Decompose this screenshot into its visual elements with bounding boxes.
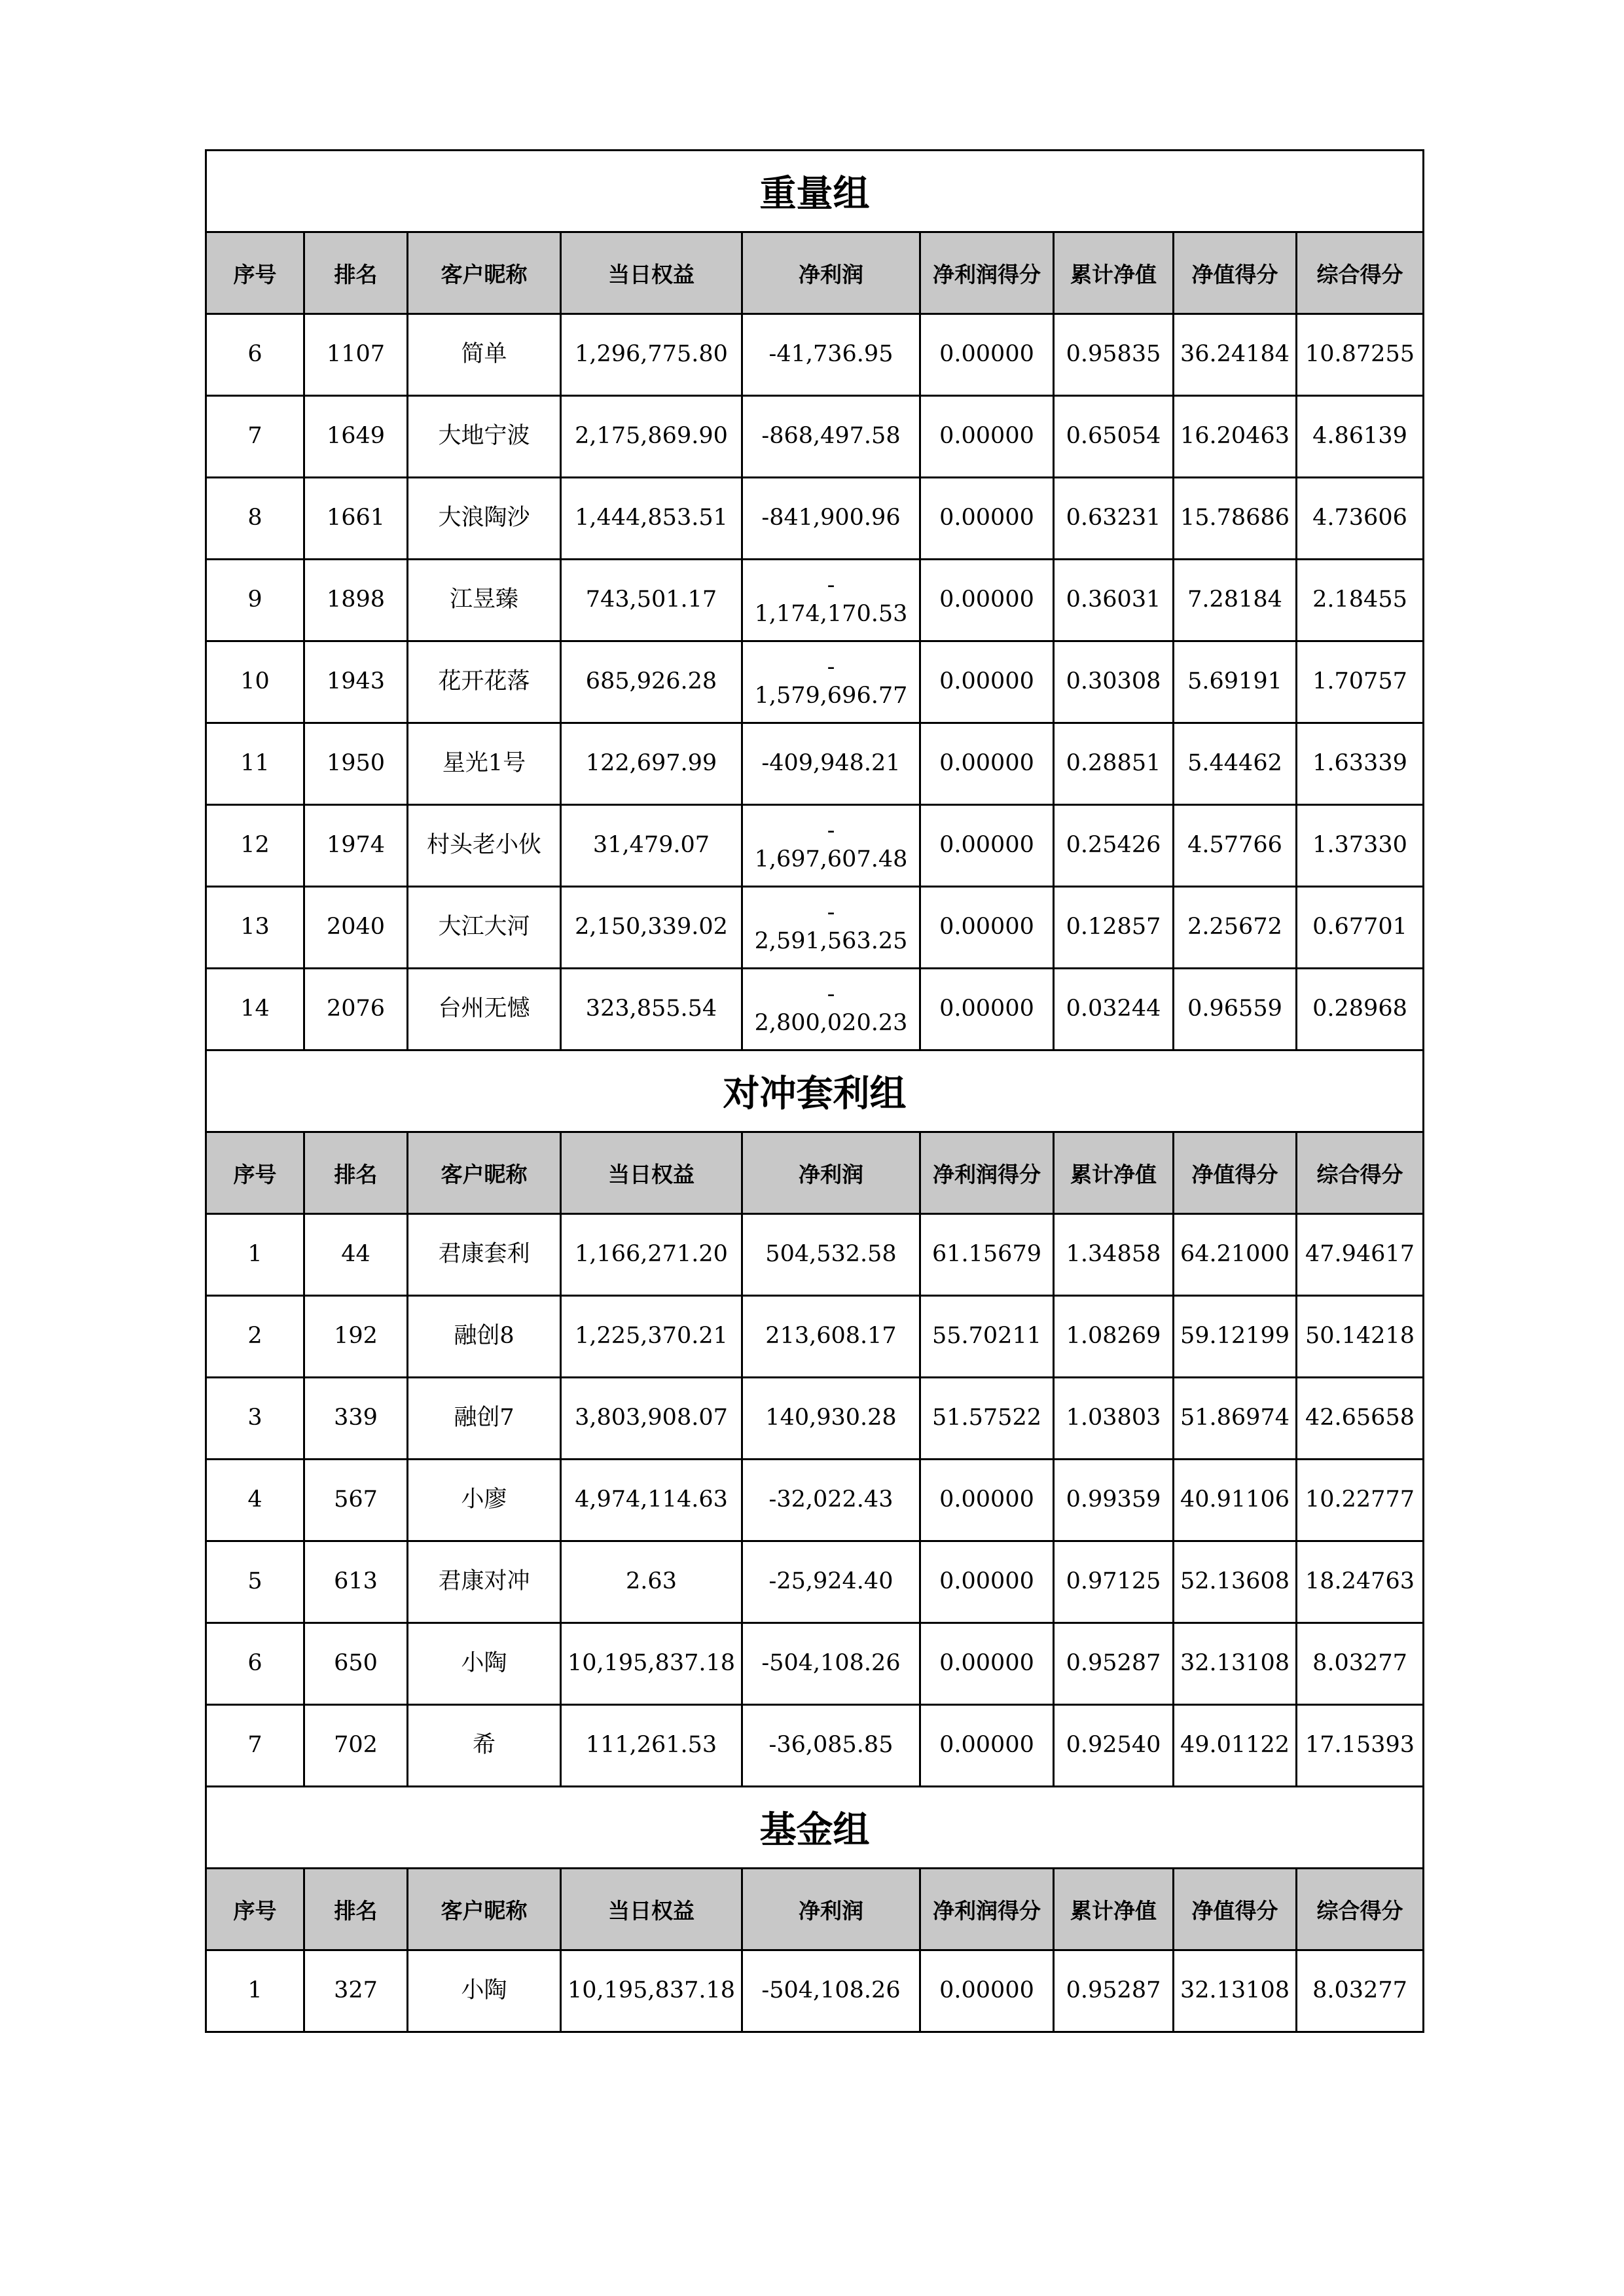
table-row xyxy=(206,1541,1424,1623)
table-cell: 0.00000 xyxy=(920,1460,1054,1541)
table-cell: 1649 xyxy=(304,396,408,478)
table-cell: 1,444,853.51 xyxy=(561,478,742,560)
section-title-row xyxy=(206,1050,1424,1132)
column-header: 排名 xyxy=(304,1132,408,1214)
table-cell: 0.67701 xyxy=(1297,887,1424,969)
table-cell: 1974 xyxy=(304,805,408,887)
table-cell: 10.22777 xyxy=(1297,1460,1424,1541)
column-header: 客户昵称 xyxy=(408,1132,561,1214)
table-cell: 0.00000 xyxy=(920,1541,1054,1623)
table-row xyxy=(206,1705,1424,1787)
table-cell: 0.00000 xyxy=(920,723,1054,805)
column-header: 累计净值 xyxy=(1054,1132,1174,1214)
table-cell: -409,948.21 xyxy=(742,723,920,805)
column-header: 净利润 xyxy=(742,1869,920,1950)
table-cell: 1107 xyxy=(304,314,408,396)
table-cell: 小陶 xyxy=(408,1623,561,1705)
table-cell: 140,930.28 xyxy=(742,1378,920,1460)
column-header-row xyxy=(206,1869,1424,1950)
table-cell: -841,900.96 xyxy=(742,478,920,560)
table-cell: 12 xyxy=(206,805,304,887)
table-cell: 2 xyxy=(206,1296,304,1378)
table-row xyxy=(206,1296,1424,1378)
table-cell: 1.37330 xyxy=(1297,805,1424,887)
table-cell: 0.96559 xyxy=(1174,969,1297,1050)
table-cell: 52.13608 xyxy=(1174,1541,1297,1623)
table-cell: 融创7 xyxy=(408,1378,561,1460)
table-cell: - 2,591,563.25 xyxy=(742,887,920,969)
table-cell: 339 xyxy=(304,1378,408,1460)
table-cell: 192 xyxy=(304,1296,408,1378)
column-header: 净利润 xyxy=(742,1132,920,1214)
table-cell: -41,736.95 xyxy=(742,314,920,396)
table-cell: 0.30308 xyxy=(1054,641,1174,723)
table-cell: 0.97125 xyxy=(1054,1541,1174,1623)
table-cell: -504,108.26 xyxy=(742,1950,920,2032)
column-header: 净利润得分 xyxy=(920,232,1054,314)
table-cell: 0.28851 xyxy=(1054,723,1174,805)
section-title: 对冲套利组 xyxy=(206,1050,1424,1132)
table-cell: 2.18455 xyxy=(1297,560,1424,641)
table-row xyxy=(206,887,1424,969)
table-cell: 44 xyxy=(304,1214,408,1296)
table-cell: 村头老小伙 xyxy=(408,805,561,887)
table-cell: 32.13108 xyxy=(1174,1950,1297,2032)
table-row xyxy=(206,560,1424,641)
section-title: 重量组 xyxy=(206,151,1424,232)
column-header: 综合得分 xyxy=(1297,1869,1424,1950)
table-cell: 1.03803 xyxy=(1054,1378,1174,1460)
table-cell: 0.00000 xyxy=(920,1705,1054,1787)
table-cell: 40.91106 xyxy=(1174,1460,1297,1541)
table-cell: 213,608.17 xyxy=(742,1296,920,1378)
table-cell: 122,697.99 xyxy=(561,723,742,805)
table-cell: 7 xyxy=(206,396,304,478)
table-cell: 59.12199 xyxy=(1174,1296,1297,1378)
table-cell: 花开花落 xyxy=(408,641,561,723)
table-cell: 希 xyxy=(408,1705,561,1787)
table-cell: 0.25426 xyxy=(1054,805,1174,887)
table-cell: 1898 xyxy=(304,560,408,641)
table-cell: 大江大河 xyxy=(408,887,561,969)
ranking-table xyxy=(205,149,1424,2033)
column-header: 净值得分 xyxy=(1174,232,1297,314)
table-cell: 0.95835 xyxy=(1054,314,1174,396)
column-header: 当日权益 xyxy=(561,1132,742,1214)
table-cell: 504,532.58 xyxy=(742,1214,920,1296)
table-cell: 1950 xyxy=(304,723,408,805)
table-cell: 1 xyxy=(206,1214,304,1296)
table-cell: 6 xyxy=(206,1623,304,1705)
table-cell: 5.44462 xyxy=(1174,723,1297,805)
table-cell: 1.08269 xyxy=(1054,1296,1174,1378)
table-cell: 327 xyxy=(304,1950,408,2032)
table-cell: 36.24184 xyxy=(1174,314,1297,396)
table-cell: 1.34858 xyxy=(1054,1214,1174,1296)
table-cell: 3 xyxy=(206,1378,304,1460)
ranking-document xyxy=(205,149,1422,2033)
table-cell: 0.95287 xyxy=(1054,1950,1174,2032)
table-cell: 融创8 xyxy=(408,1296,561,1378)
column-header: 综合得分 xyxy=(1297,232,1424,314)
table-cell: 0.12857 xyxy=(1054,887,1174,969)
table-cell: 大浪陶沙 xyxy=(408,478,561,560)
table-cell: -868,497.58 xyxy=(742,396,920,478)
table-cell: 0.00000 xyxy=(920,805,1054,887)
column-header: 序号 xyxy=(206,1132,304,1214)
column-header: 净值得分 xyxy=(1174,1132,1297,1214)
table-cell: 32.13108 xyxy=(1174,1623,1297,1705)
table-cell: 10,195,837.18 xyxy=(561,1623,742,1705)
table-cell: 47.94617 xyxy=(1297,1214,1424,1296)
table-cell: 567 xyxy=(304,1460,408,1541)
column-header-row xyxy=(206,232,1424,314)
table-cell: 0.00000 xyxy=(920,1623,1054,1705)
table-cell: 0.00000 xyxy=(920,1950,1054,2032)
table-cell: 1,296,775.80 xyxy=(561,314,742,396)
table-row xyxy=(206,969,1424,1050)
column-header: 净利润得分 xyxy=(920,1869,1054,1950)
table-cell: 2.63 xyxy=(561,1541,742,1623)
table-cell: - 1,697,607.48 xyxy=(742,805,920,887)
table-cell: 10.87255 xyxy=(1297,314,1424,396)
table-cell: - 2,800,020.23 xyxy=(742,969,920,1050)
table-cell: 14 xyxy=(206,969,304,1050)
table-cell: - 1,174,170.53 xyxy=(742,560,920,641)
table-row xyxy=(206,1214,1424,1296)
table-cell: 4.86139 xyxy=(1297,396,1424,478)
table-cell: 0.95287 xyxy=(1054,1623,1174,1705)
table-cell: 2076 xyxy=(304,969,408,1050)
column-header: 净值得分 xyxy=(1174,1869,1297,1950)
table-cell: 0.28968 xyxy=(1297,969,1424,1050)
table-cell: -25,924.40 xyxy=(742,1541,920,1623)
table-cell: 61.15679 xyxy=(920,1214,1054,1296)
table-cell: 0.00000 xyxy=(920,478,1054,560)
table-cell: 0.00000 xyxy=(920,396,1054,478)
table-cell: 64.21000 xyxy=(1174,1214,1297,1296)
table-cell: 星光1号 xyxy=(408,723,561,805)
table-cell: 51.57522 xyxy=(920,1378,1054,1460)
table-row xyxy=(206,314,1424,396)
column-header: 序号 xyxy=(206,1869,304,1950)
table-cell: -36,085.85 xyxy=(742,1705,920,1787)
table-cell: 3,803,908.07 xyxy=(561,1378,742,1460)
table-cell: 7 xyxy=(206,1705,304,1787)
table-cell: 50.14218 xyxy=(1297,1296,1424,1378)
table-cell: 10 xyxy=(206,641,304,723)
table-cell: 4.57766 xyxy=(1174,805,1297,887)
table-row xyxy=(206,1623,1424,1705)
table-cell: 江昱臻 xyxy=(408,560,561,641)
table-cell: 6 xyxy=(206,314,304,396)
table-cell: 0.00000 xyxy=(920,887,1054,969)
table-cell: 0.65054 xyxy=(1054,396,1174,478)
table-cell: 613 xyxy=(304,1541,408,1623)
table-cell: 0.36031 xyxy=(1054,560,1174,641)
table-cell: -504,108.26 xyxy=(742,1623,920,1705)
table-cell: 10,195,837.18 xyxy=(561,1950,742,2032)
table-cell: 13 xyxy=(206,887,304,969)
table-cell: 18.24763 xyxy=(1297,1541,1424,1623)
table-cell: - 1,579,696.77 xyxy=(742,641,920,723)
table-cell: 0.00000 xyxy=(920,969,1054,1050)
table-cell: 11 xyxy=(206,723,304,805)
table-cell: 1.70757 xyxy=(1297,641,1424,723)
table-cell: 0.03244 xyxy=(1054,969,1174,1050)
table-cell: 2.25672 xyxy=(1174,887,1297,969)
table-cell: 55.70211 xyxy=(920,1296,1054,1378)
table-row xyxy=(206,1378,1424,1460)
column-header: 当日权益 xyxy=(561,232,742,314)
table-cell: 1,166,271.20 xyxy=(561,1214,742,1296)
section-title-row xyxy=(206,1787,1424,1869)
section-title-row xyxy=(206,151,1424,232)
table-cell: 小廖 xyxy=(408,1460,561,1541)
table-row xyxy=(206,641,1424,723)
table-cell: 1,225,370.21 xyxy=(561,1296,742,1378)
column-header: 排名 xyxy=(304,232,408,314)
table-cell: -32,022.43 xyxy=(742,1460,920,1541)
table-cell: 小陶 xyxy=(408,1950,561,2032)
table-row xyxy=(206,723,1424,805)
table-cell: 5.69191 xyxy=(1174,641,1297,723)
column-header: 净利润 xyxy=(742,232,920,314)
column-header: 净利润得分 xyxy=(920,1132,1054,1214)
table-cell: 0.00000 xyxy=(920,314,1054,396)
table-cell: 2,150,339.02 xyxy=(561,887,742,969)
table-cell: 大地宁波 xyxy=(408,396,561,478)
table-cell: 1943 xyxy=(304,641,408,723)
table-cell: 5 xyxy=(206,1541,304,1623)
table-row xyxy=(206,478,1424,560)
table-cell: 17.15393 xyxy=(1297,1705,1424,1787)
table-cell: 4,974,114.63 xyxy=(561,1460,742,1541)
table-cell: 0.99359 xyxy=(1054,1460,1174,1541)
column-header-row xyxy=(206,1132,1424,1214)
table-cell: 323,855.54 xyxy=(561,969,742,1050)
table-cell: 4 xyxy=(206,1460,304,1541)
table-cell: 16.20463 xyxy=(1174,396,1297,478)
column-header: 客户昵称 xyxy=(408,1869,561,1950)
table-cell: 702 xyxy=(304,1705,408,1787)
table-cell: 君康对冲 xyxy=(408,1541,561,1623)
table-cell: 743,501.17 xyxy=(561,560,742,641)
table-cell: 0.63231 xyxy=(1054,478,1174,560)
table-cell: 7.28184 xyxy=(1174,560,1297,641)
column-header: 客户昵称 xyxy=(408,232,561,314)
table-cell: 0.00000 xyxy=(920,560,1054,641)
table-cell: 2,175,869.90 xyxy=(561,396,742,478)
column-header: 累计净值 xyxy=(1054,1869,1174,1950)
section-title: 基金组 xyxy=(206,1787,1424,1869)
table-cell: 君康套利 xyxy=(408,1214,561,1296)
table-row xyxy=(206,805,1424,887)
table-cell: 简单 xyxy=(408,314,561,396)
table-cell: 1 xyxy=(206,1950,304,2032)
table-cell: 8 xyxy=(206,478,304,560)
table-cell: 685,926.28 xyxy=(561,641,742,723)
table-cell: 1.63339 xyxy=(1297,723,1424,805)
table-cell: 0.00000 xyxy=(920,641,1054,723)
table-cell: 8.03277 xyxy=(1297,1950,1424,2032)
table-cell: 8.03277 xyxy=(1297,1623,1424,1705)
table-cell: 4.73606 xyxy=(1297,478,1424,560)
table-row xyxy=(206,1950,1424,2032)
table-cell: 1661 xyxy=(304,478,408,560)
table-cell: 49.01122 xyxy=(1174,1705,1297,1787)
table-cell: 42.65658 xyxy=(1297,1378,1424,1460)
table-cell: 9 xyxy=(206,560,304,641)
table-row xyxy=(206,1460,1424,1541)
column-header: 排名 xyxy=(304,1869,408,1950)
table-cell: 0.92540 xyxy=(1054,1705,1174,1787)
table-cell: 15.78686 xyxy=(1174,478,1297,560)
table-cell: 2040 xyxy=(304,887,408,969)
column-header: 累计净值 xyxy=(1054,232,1174,314)
column-header: 序号 xyxy=(206,232,304,314)
table-cell: 31,479.07 xyxy=(561,805,742,887)
table-cell: 台州无憾 xyxy=(408,969,561,1050)
table-cell: 650 xyxy=(304,1623,408,1705)
table-row xyxy=(206,396,1424,478)
column-header: 当日权益 xyxy=(561,1869,742,1950)
column-header: 综合得分 xyxy=(1297,1132,1424,1214)
table-cell: 111,261.53 xyxy=(561,1705,742,1787)
table-cell: 51.86974 xyxy=(1174,1378,1297,1460)
